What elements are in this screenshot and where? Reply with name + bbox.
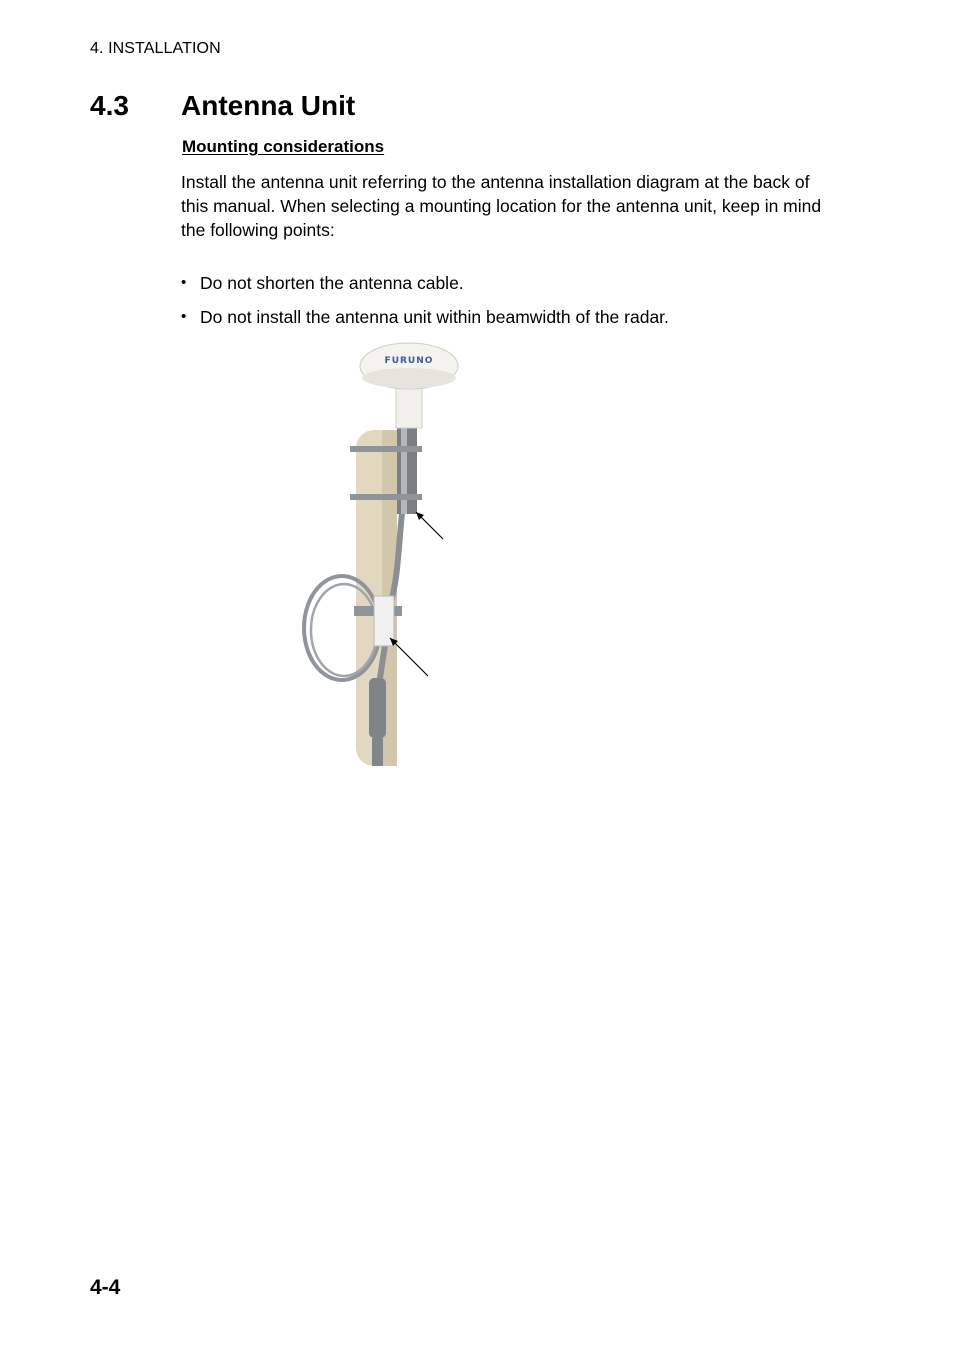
antenna-photo [290,338,465,766]
list-item [181,306,841,328]
intro-paragraph: Install the antenna unit referring to the antenna installation diagram at the back of this manual. When selecting a mounting location for the antenna unit, keep in mind the following points: [181,172,822,240]
bullet-list [181,272,841,340]
running-header: 4. INSTALLATION [90,40,221,57]
bullet-icon: • [181,274,187,291]
clamp-upper [350,446,422,452]
subheading: Mounting considerations [182,137,385,156]
clamp-lower [350,494,422,500]
list-item [181,272,841,294]
antenna-stem [396,386,422,428]
bullet-text: Do not shorten the antenna cable. [200,273,464,293]
section-number: 4.3 [90,90,129,121]
bullet-text: Do not install the antenna unit within beamwidth of the radar. [200,307,669,327]
connector [369,678,386,738]
brand-logo: FURUNO [384,356,434,366]
bullet-icon: • [181,308,187,325]
page-number: 4-4 [90,1276,121,1299]
section-title: Antenna Unit [181,90,356,121]
